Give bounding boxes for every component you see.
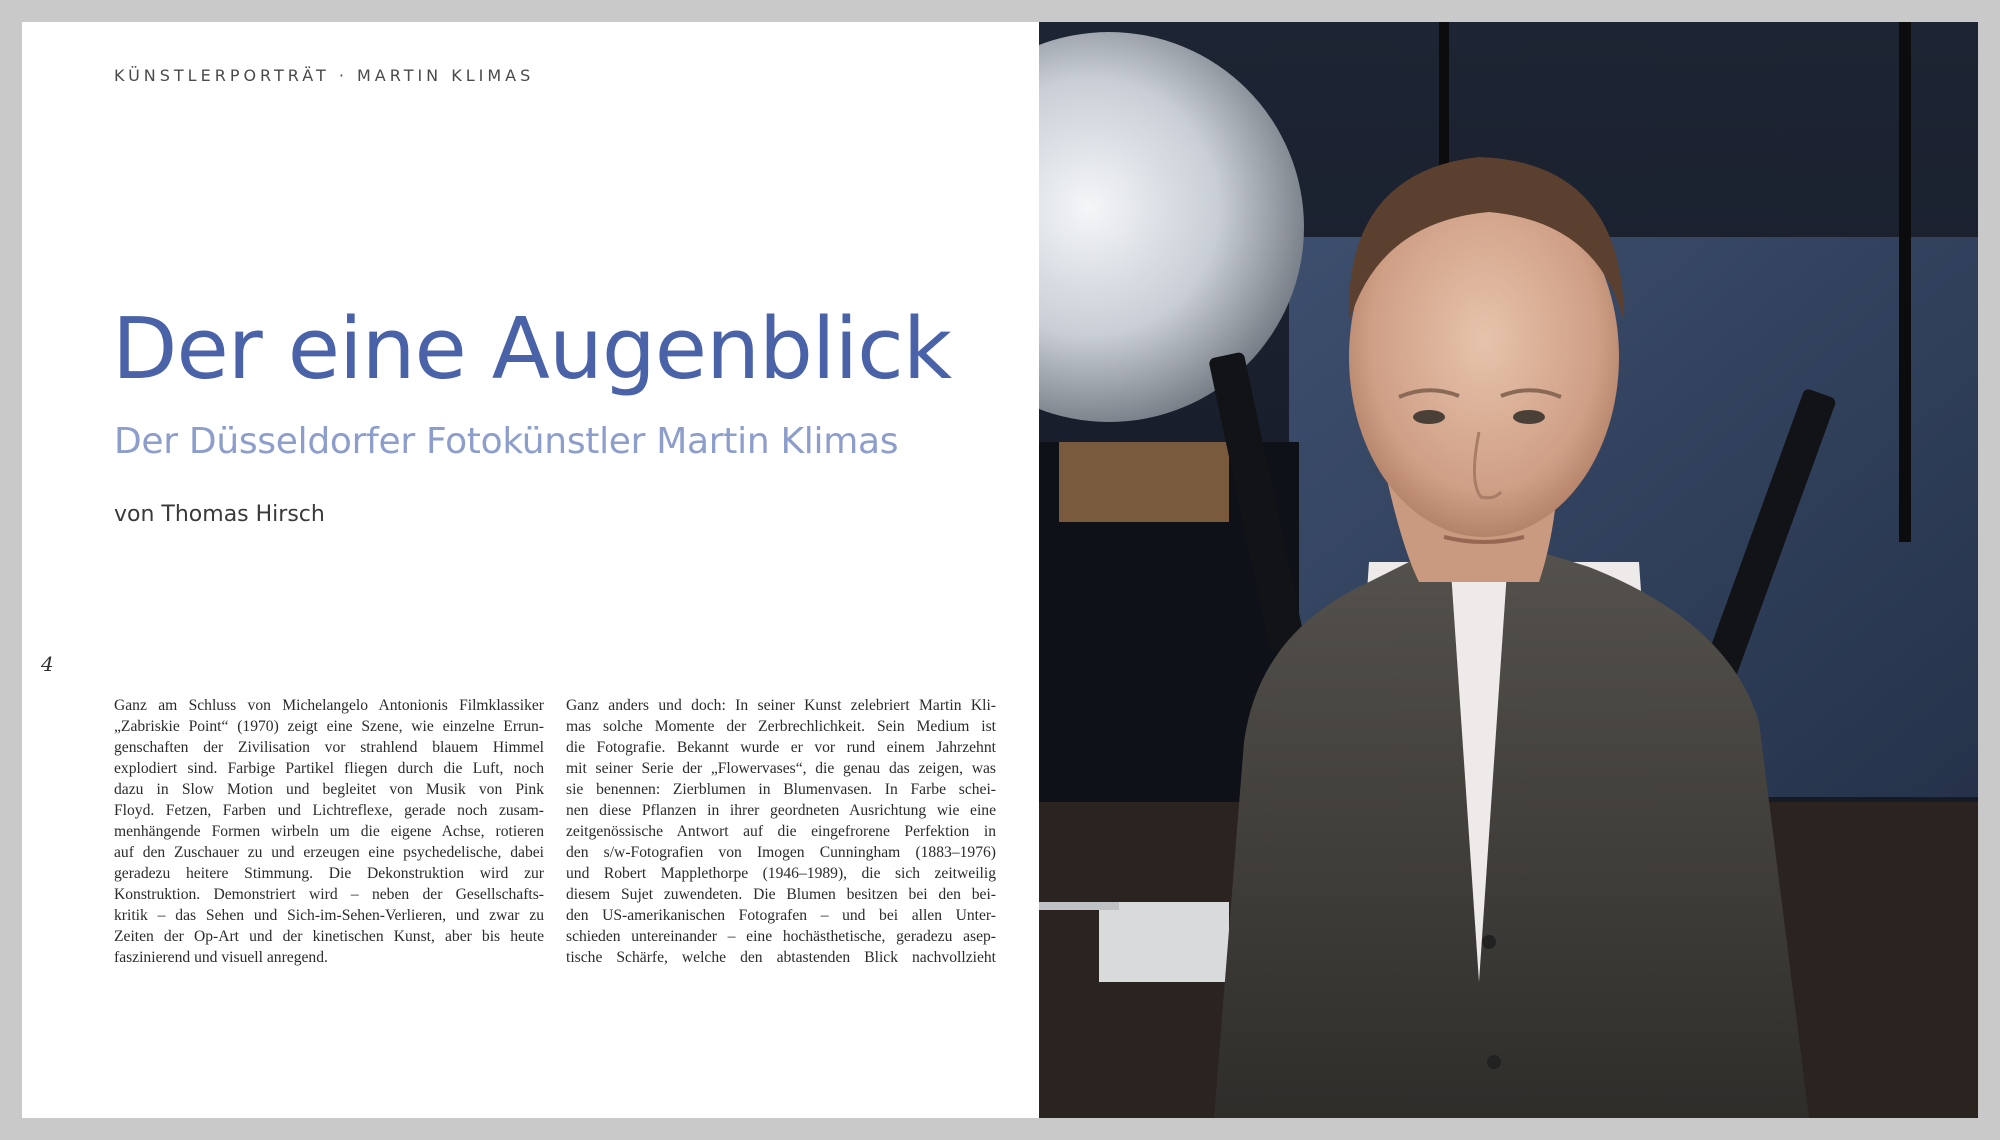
text-line: dazu in Slow Motion und begleitet von Musik von Pink xyxy=(114,781,544,798)
text-line: genschaften der Zivilisation vor strahlend blauem Himmel xyxy=(114,739,544,756)
article-subtitle: Der Düsseldorfer Fotokünstler Martin Klimas xyxy=(114,421,899,462)
text-line: „Zabriskie Point“ (1970) zeigt eine Szene, wie einzelne Errun- xyxy=(114,718,544,735)
text-line: explodiert sind. Farbige Partikel fliegen durch die Luft, noch xyxy=(114,760,544,777)
table-block xyxy=(1099,902,1229,982)
eye xyxy=(1413,410,1445,424)
studio-reflector xyxy=(1039,32,1304,422)
text-line: Ganz am Schluss von Michelangelo Antonionis Filmklassiker xyxy=(114,697,544,714)
text-line: den US-amerikanischen Fotografen – und bei allen Unter- xyxy=(566,907,996,924)
text-line: Zeiten der Op-Art und der kinetischen Kunst, aber bis heute xyxy=(114,928,544,945)
text-line: geradezu heitere Stimmung. Die Dekonstruktion wird zur xyxy=(114,865,544,882)
light-stand xyxy=(1899,22,1911,542)
text-line: Ganz anders und doch: In seiner Kunst zelebriert Martin Kli- xyxy=(566,697,996,714)
text-line: mas solche Momente der Zerbrechlichkeit. Sein Medium ist xyxy=(566,718,996,735)
section-kicker: KÜNSTLERPORTRÄT · MARTIN KLIMAS xyxy=(114,66,535,85)
text-line: den s/w-Fotografien von Imogen Cunningham (1883–1976) xyxy=(566,844,996,861)
portrait-photo xyxy=(1039,22,1978,1118)
body-column-1 xyxy=(114,695,544,968)
byline: von Thomas Hirsch xyxy=(114,502,325,527)
left-page xyxy=(22,22,1039,1118)
text-line: Floyd. Fetzen, Farben und Lichtreflexe, gerade noch zusam- xyxy=(114,802,544,819)
text-line: faszinierend und visuell anregend. xyxy=(114,949,328,966)
eye xyxy=(1513,410,1545,424)
portrait-illustration xyxy=(1039,22,1978,1118)
text-line: diesem Sujet zuwendeten. Die Blumen besitzen bei den bei- xyxy=(566,886,996,903)
text-line: kritik – das Sehen und Sich-im-Sehen-Verlieren, und zwar zu xyxy=(114,907,544,924)
text-line: nen diese Pflanzen in ihrer geordneten Ausrichtung wie eine xyxy=(566,802,996,819)
body-column-2 xyxy=(566,695,996,968)
text-line: schieden untereinander – eine hochästhetische, geradezu asep- xyxy=(566,928,996,945)
cardboard-box xyxy=(1059,442,1229,522)
text-line: mit seiner Serie der „Flowervases“, die genau das zeigen, was xyxy=(566,760,996,777)
text-line: und Robert Mapplethorpe (1946–1989), die sich zeitweilig xyxy=(566,865,996,882)
text-line: tische Schärfe, welche den abtastenden Blick nachvollzieht xyxy=(566,949,996,966)
text-line: menhängende Formen wirbeln um die eigene Achse, rotieren xyxy=(114,823,544,840)
text-line: sie benennen: Zierblumen in Blumenvasen. In Farbe schei- xyxy=(566,781,996,798)
magazine-spread xyxy=(22,22,1978,1118)
page-number: 4 xyxy=(41,652,54,676)
article-title: Der eine Augenblick xyxy=(112,300,952,399)
text-line: auf den Zuschauer zu und erzeugen eine psychedelische, dabei xyxy=(114,844,544,861)
text-line: zeitgenössische Antwort auf die eingefrorene Perfektion in xyxy=(566,823,996,840)
text-line: die Fotografie. Bekannt wurde er vor rund einem Jahrzehnt xyxy=(566,739,996,756)
text-line: Konstruktion. Demonstriert wird – neben der Gesellschafts- xyxy=(114,886,544,903)
